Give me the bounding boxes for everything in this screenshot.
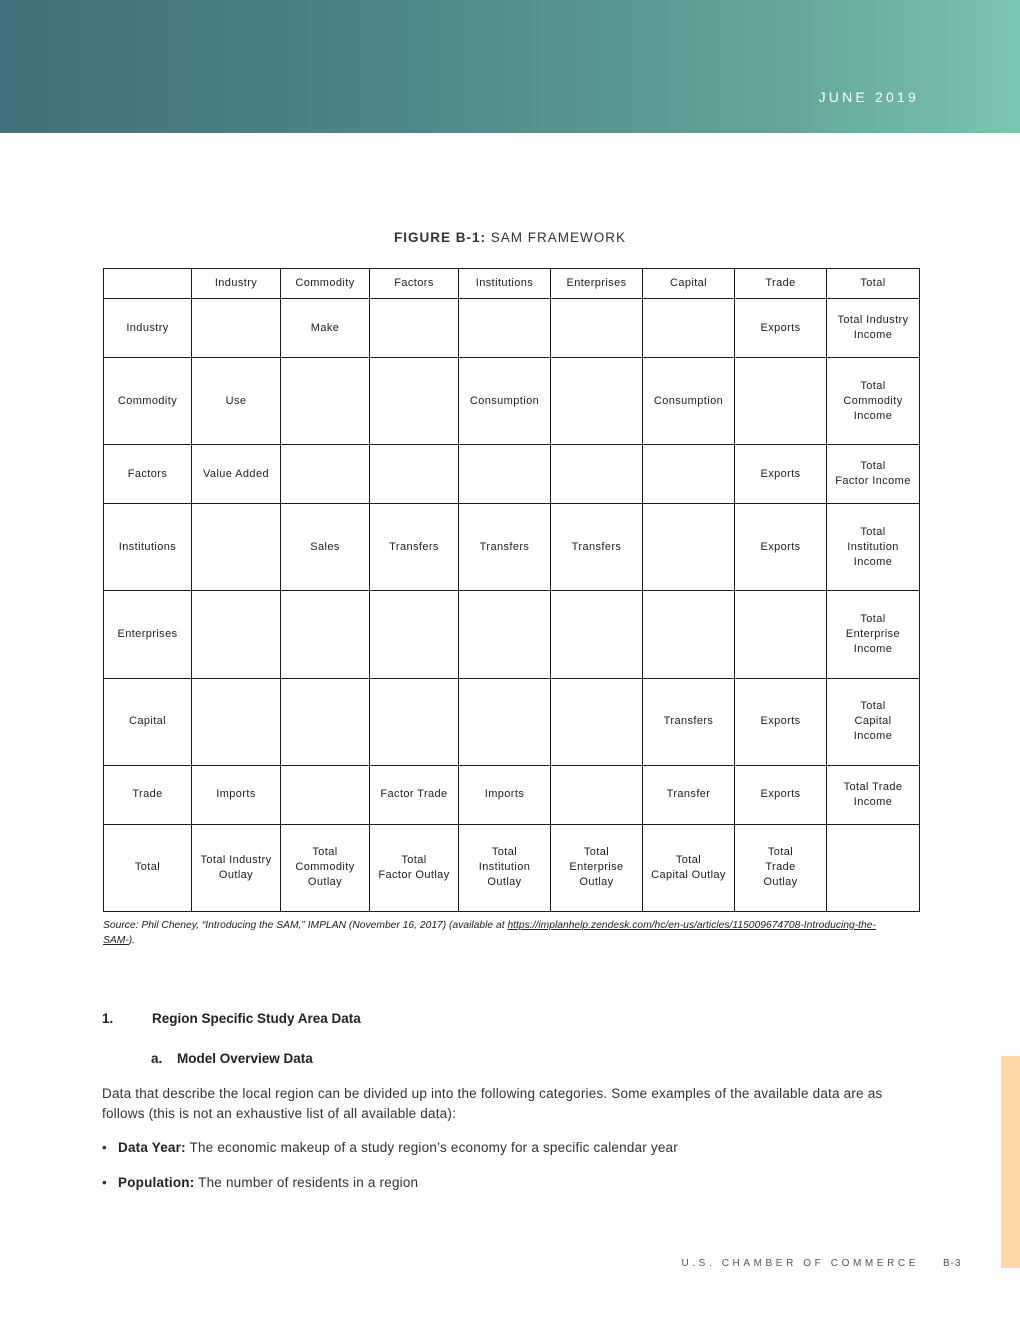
table-cell <box>459 678 551 765</box>
column-header-cell: Capital <box>643 269 735 299</box>
footer-page-number: B-3 <box>943 1258 962 1269</box>
table-cell: Transfers <box>551 504 643 591</box>
table-cell: Total Commodity Outlay <box>281 824 370 911</box>
bullet-text: The economic makeup of a study region’s economy for a specific calendar year <box>185 1140 678 1155</box>
table-row <box>104 765 920 824</box>
bullet-data-year <box>102 1140 678 1155</box>
row-header-cell: Commodity <box>104 358 192 445</box>
table-cell: Total Industry Income <box>827 299 920 358</box>
row-header-cell: Enterprises <box>104 591 192 678</box>
table-cell <box>551 299 643 358</box>
table-cell: Total Institution Income <box>827 504 920 591</box>
table-cell <box>281 765 370 824</box>
section-number: 1. <box>102 1011 114 1026</box>
source-link[interactable]: https://implanhelp.zendesk.com/hc/en-us/articles/115009674708-Introducing-the-SAM- <box>103 920 876 946</box>
table-cell <box>551 678 643 765</box>
bullet-symbol: • <box>102 1140 107 1155</box>
table-cell: Total Industry Outlay <box>192 824 281 911</box>
table-cell: Transfers <box>370 504 459 591</box>
table-row <box>104 445 920 504</box>
table-cell: Total Commodity Income <box>827 358 920 445</box>
table-row <box>104 358 920 445</box>
column-header-cell: Factors <box>370 269 459 299</box>
table-row <box>104 504 920 591</box>
table-cell: Exports <box>735 445 827 504</box>
table-cell <box>370 678 459 765</box>
side-tab <box>1001 1056 1020 1268</box>
table-cell <box>459 299 551 358</box>
table-cell: Transfers <box>459 504 551 591</box>
table-cell <box>281 358 370 445</box>
table-cell <box>192 591 281 678</box>
source-suffix: ). <box>128 935 136 946</box>
source-prefix: Source: Phil Cheney, “Introducing the SAM,” IMPLAN (November 16, 2017) (available at <box>103 920 508 931</box>
table-row <box>104 824 920 911</box>
table-cell: Total Factor Income <box>827 445 920 504</box>
bullet-term: Data Year: <box>118 1140 186 1155</box>
table-cell: Transfer <box>643 765 735 824</box>
table-cell <box>192 504 281 591</box>
table-cell <box>459 591 551 678</box>
table-cell <box>370 358 459 445</box>
table-cell: Use <box>192 358 281 445</box>
table-cell <box>459 445 551 504</box>
table-cell <box>643 445 735 504</box>
table-cell: Total Factor Outlay <box>370 824 459 911</box>
row-header-cell: Factors <box>104 445 192 504</box>
table-cell <box>281 445 370 504</box>
column-header-cell: Institutions <box>459 269 551 299</box>
table-cell: Sales <box>281 504 370 591</box>
table-cell <box>643 504 735 591</box>
table-cell <box>281 591 370 678</box>
table-cell: Total Capital Outlay <box>643 824 735 911</box>
row-header-cell: Trade <box>104 765 192 824</box>
subsection-title: Model Overview Data <box>177 1051 313 1066</box>
figure-label: FIGURE B-1: <box>393 230 486 245</box>
table-cell: Total Enterprise Outlay <box>551 824 643 911</box>
table-cell <box>643 591 735 678</box>
table-cell: Imports <box>192 765 281 824</box>
table-header-row <box>104 269 920 299</box>
table-cell <box>735 358 827 445</box>
bullet-symbol: • <box>102 1175 107 1190</box>
table-cell <box>551 591 643 678</box>
column-header-cell: Total <box>827 269 920 299</box>
table-row <box>104 299 920 358</box>
table-cell <box>192 299 281 358</box>
column-header-cell: Industry <box>192 269 281 299</box>
table-cell: Total Trade Outlay <box>735 824 827 911</box>
row-header-cell: Capital <box>104 678 192 765</box>
table-cell <box>281 678 370 765</box>
table-cell: Exports <box>735 678 827 765</box>
table-cell <box>192 678 281 765</box>
bullet-text: The number of residents in a region <box>194 1175 419 1190</box>
table-cell: Make <box>281 299 370 358</box>
section-title: Region Specific Study Area Data <box>152 1011 361 1026</box>
table-cell <box>551 765 643 824</box>
body-paragraph: Data that describe the local region can be divided up into the following categories. Some examples of the available data are as follows (this is not an exhaustive list of all available data): <box>102 1086 883 1121</box>
table-cell: Value Added <box>192 445 281 504</box>
table-row <box>104 678 920 765</box>
table-cell <box>735 591 827 678</box>
column-header-cell: Enterprises <box>551 269 643 299</box>
table-cell: Total Trade Income <box>827 765 920 824</box>
sam-framework-table <box>103 268 920 912</box>
table-cell <box>370 591 459 678</box>
table-cell: Exports <box>735 299 827 358</box>
table-cell <box>551 445 643 504</box>
column-header-cell <box>104 269 192 299</box>
table-cell: Total Capital Income <box>827 678 920 765</box>
row-header-cell: Total <box>104 824 192 911</box>
figure-title-text: SAM FRAMEWORK <box>490 230 627 245</box>
table-cell: Factor Trade <box>370 765 459 824</box>
table-cell: Imports <box>459 765 551 824</box>
table-cell: Total Enterprise Income <box>827 591 920 678</box>
row-header-cell: Industry <box>104 299 192 358</box>
table-cell <box>370 445 459 504</box>
row-header-cell: Institutions <box>104 504 192 591</box>
header-band <box>0 0 1020 133</box>
table-cell <box>370 299 459 358</box>
subsection-letter: a. <box>151 1051 163 1066</box>
bullet-term: Population: <box>118 1175 195 1190</box>
column-header-cell: Commodity <box>281 269 370 299</box>
table-cell <box>827 824 920 911</box>
table-cell: Consumption <box>459 358 551 445</box>
column-header-cell: Trade <box>735 269 827 299</box>
table-cell <box>643 299 735 358</box>
bullet-population <box>102 1175 418 1190</box>
figure-source <box>103 918 893 948</box>
table-row <box>104 591 920 678</box>
table-cell: Exports <box>735 765 827 824</box>
header-date: JUNE 2019 <box>818 89 919 105</box>
table-cell: Total Institution Outlay <box>459 824 551 911</box>
table-cell: Transfers <box>643 678 735 765</box>
figure-title <box>0 230 1020 245</box>
footer-organization: U.S. CHAMBER OF COMMERCE <box>681 1258 919 1269</box>
table-cell: Consumption <box>643 358 735 445</box>
table-cell: Exports <box>735 504 827 591</box>
table-cell <box>551 358 643 445</box>
